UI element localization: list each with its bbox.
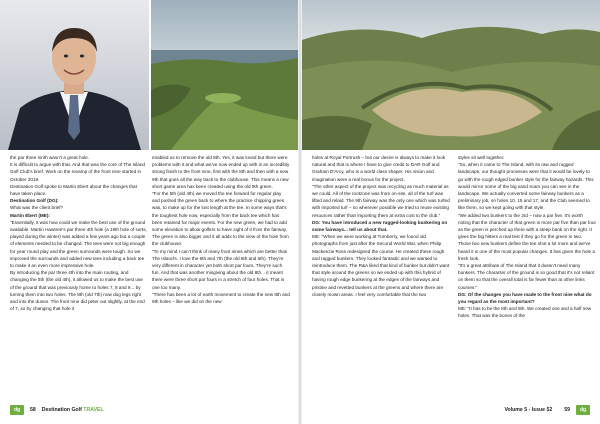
bunker-image xyxy=(302,0,600,150)
text-column-3 xyxy=(312,154,450,298)
paragraph: "So, when it came to The Island, with its raw and rugged landscape, our thought processes were that it would be lovely to go with the rough edged bunker style for the fairway hazards. This would mirror some of the big sand scars you can see in the landscape. We actually converted some fairway bunkers as a preliminary job, on holes 10, 15 and 17, and the Club seemed to like them, so we kept going with that style. xyxy=(458,162,594,211)
paragraph: holes at Royal Portrush – but our desire is always to make it look natural and that is where I have to give credit to DAR Golf and Graham D'Arcy, who is a world class shaper. His vision and imagination were a real bonus for the project. xyxy=(312,155,446,182)
paragraph: "Essentially, it was how could we make the best use of the ground available. Martin Hawtree's par three 4th hole (a 19th hole of sorts, played during the winter) was added a few years ago but a couple of elements needed to be changed. The tees were not big enough for year round play and the green surrounds were tough. So we improved the surrounds and added new tees including a back tee to make it an even more impressive hole. xyxy=(10,219,147,269)
publication-name-main: Destination Golf xyxy=(41,407,82,413)
right-page-footer xyxy=(504,404,590,416)
left-page-footer xyxy=(10,404,104,416)
question: DG: You have introduced a new rugged-looking bunkering on some fairways... tell us about that. xyxy=(312,219,448,233)
bunker-photo xyxy=(302,0,600,150)
page-number-right: 59 xyxy=(564,407,570,413)
paragraph: "We added two bunkers to the 3rd – now a par five. It's worth noting that the character of that green is more par five than par four as the green is perched up there with a steep bank on the right. It gives the big hitters a real test if they go for the green in two. Those two new bunkers define the tee shot a lot more and we've heard it is one of the most popular changes. It has given the hole a fresh look. xyxy=(458,212,597,261)
paragraph: "There has been a lot of earth movement to create the new 8th and 9th holes – like we did on the new xyxy=(152,291,290,305)
paragraph: "It's a great attribute of The Island that it doesn't need many bunkers. The character of the ground is so good that it's not reliant on them so that the overall total is far fewer than at other links courses." xyxy=(458,263,595,290)
question: What was the client brief? xyxy=(10,205,64,211)
portrait-image xyxy=(0,0,149,150)
links-photo xyxy=(151,0,298,150)
speaker-label: Destination Golf (DG): xyxy=(10,198,59,204)
portrait-photo xyxy=(0,0,149,150)
text-column-2 xyxy=(152,154,290,305)
paragraph: ME: "It has to be the 8th and 9th. We created one and a half new holes. That was the bones of the xyxy=(458,306,592,319)
paragraph: It is difficult to argue with that. And that was the core of The Island Golf Club's brief. Work on the revamp of the front nine started in October 2019. xyxy=(10,162,145,182)
paragraph: "The other aspect of the project was recycling as much material as we could. All of the rootzone was from on-site, all of the turf was lifted and relaid. The 9th fairway was the only one which was turfed with imported turf – so wherever possible we tried to reuse existing resources rather than importing them at extra cost to the club." xyxy=(312,183,450,218)
links-image xyxy=(151,0,298,150)
speaker-label: Martin Ebert (ME): xyxy=(10,212,50,218)
text-column-4 xyxy=(458,154,596,320)
paragraph: By introducing the par three 4th into the main routing, and changing the 5th (the old 4th), it allowed us to make the best use of the ground that was previously home to holes 7, 8 and 9... by turning them into two holes. The 8th (old 7th) now dog legs right and into the dunes. The front nine did peter out slightly, at the end of 7, so by changing that hole it xyxy=(10,270,145,312)
publication-name xyxy=(42,407,104,413)
dg-logo: dg xyxy=(10,405,24,415)
paragraph: "For the 5th (old 4th) we moved the tee forward for regular play and pushed the green back to where the practice chipping green was, to make up for the lost length at the tee. In some ways that's the toughest hole now, especially from the back tee which has been retained for major events. For the new green, we had to add some elevation to allow golfers to have sight of it from the fairway. The green is also bigger and it all adds to the view of the hole from the clubhouse. xyxy=(152,191,289,247)
publication-name-accent: TRAVEL xyxy=(83,407,104,413)
paragraph: ME: "When we were working at Turnberry, we found old photographs from just after the Second World War, when Philip Mackenzie Ross redesigned the course. He created these rough and ragged bunkers. They looked fantastic and we wanted to reintroduce them. The R&A liked that kind of bunker but didn't want that style around the greens so we ended up with this hybrid of having rough edge bunkering at the edges of the fairways and pristine and revetted bunkers at the greens and where there are closely mown areas. I feel very comfortable that the two xyxy=(312,234,450,297)
page-gutter xyxy=(298,0,302,424)
paragraph: "To my mind I can't think of many front nines which are better than The Island's. I love the 6th and 7th (the old 5th and 6th). They're very different in character yet both short par fours. They're such fun. And that was another misgiving about the old 8th... it meant there were three short par fours in a stretch of four holes. That is one too many. xyxy=(152,248,288,290)
question: DG: Of the changes you have made to the front nine what do you regard as the most important? xyxy=(458,291,592,305)
dg-logo: dg xyxy=(576,405,590,415)
paragraph: enabled us to remove the old 8th. Yes, it was loved but there were problems with it and what we've now ended up with is an incredibly strong finish to the front nine, first with the 8th and then with a new 9th that goes all the way back to the clubhouse. This means a new short game area has been created using the old 9th green. xyxy=(152,155,290,189)
paragraph: the par three ninth wasn't a great hole. xyxy=(10,155,90,160)
paragraph: styles sit well together. xyxy=(458,155,505,160)
page-number-left: 58 xyxy=(30,407,36,413)
paragraph: Destination Golf spoke to Martin Ebert about the changes that have taken place. xyxy=(10,183,137,197)
volume-issue: Volume 5 - Issue 52 xyxy=(504,407,553,413)
text-column-1 xyxy=(10,154,148,312)
